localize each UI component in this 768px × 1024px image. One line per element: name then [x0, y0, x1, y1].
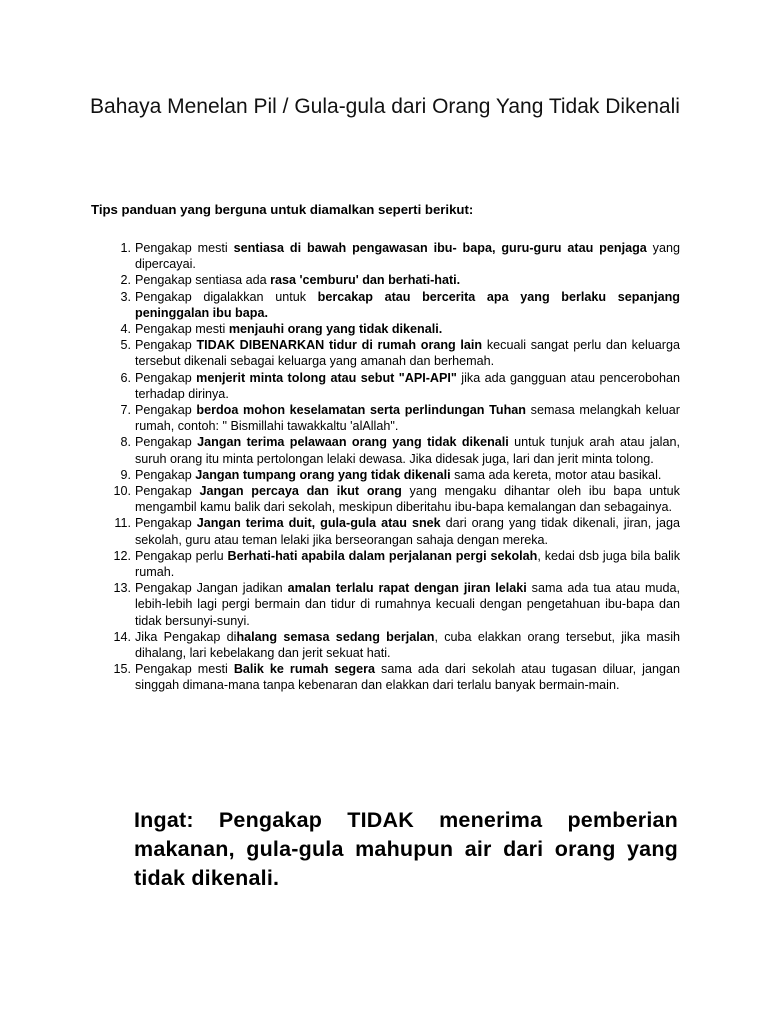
tip-number: 11.	[114, 516, 131, 531]
tip-text	[135, 548, 680, 580]
tip-item	[100, 321, 680, 337]
tip-text-run: Pengakap	[135, 338, 197, 353]
tip-number: 5.	[120, 338, 131, 353]
tip-number: 4.	[120, 322, 131, 337]
tip-text-run: jika ada gangguan atau pencerobohan terhadap dirinya.	[135, 370, 680, 401]
tip-emphasis: Jangan percaya dan ikut orang	[199, 484, 402, 499]
tip-emphasis: berdoa mohon keselamatan serta perlindungan Tuhan	[196, 403, 526, 418]
tip-text-run: Pengakap sentiasa ada	[135, 273, 271, 288]
tip-number: 1.	[120, 241, 131, 255]
tip-text	[135, 629, 680, 661]
tip-emphasis: bercakap atau bercerita apa yang berlaku sepanjang peninggalan ibu bapa.	[135, 289, 680, 320]
tip-text-run: Pengakap digalakkan untuk	[135, 289, 318, 304]
tip-number: 15.	[113, 662, 131, 677]
tip-number: 3.	[120, 289, 131, 304]
tip-text-run: Pengakap perlu	[135, 548, 228, 563]
tip-text	[135, 467, 680, 483]
tip-item	[100, 272, 680, 288]
tip-text-run: yang dipercayai.	[135, 241, 680, 272]
tip-text-run: , cuba elakkan orang tersebut, jika masih dihalang, lari kebelakang dan jerit sekuat hati.	[135, 629, 681, 661]
tip-item	[100, 548, 680, 580]
tip-emphasis: Jangan terima duit, gula-gula atau snek	[196, 516, 441, 531]
tip-item	[100, 370, 680, 402]
tip-item	[100, 661, 680, 693]
tip-text-run: Pengakap	[135, 435, 198, 450]
tip-text-run: Pengakap	[135, 403, 197, 418]
tip-number: 10.	[113, 484, 131, 499]
tip-text-run: sama ada dari sekolah atau tugasan diluar, jangan singgah dimana-mana tanpa kebenaran dan elakkan dari terlalu banyak bermain-main.	[135, 662, 680, 693]
tip-number: 12.	[113, 548, 131, 563]
tip-number: 13.	[113, 581, 131, 596]
tip-text	[135, 483, 680, 515]
tip-text-run: semasa melangkah keluar rumah, contoh: " Bismillahi tawakkaltu 'alAllah".	[135, 403, 680, 434]
tip-text-run: Pengakap Jangan jadikan	[135, 581, 288, 596]
tip-item	[100, 515, 680, 547]
tip-number: 2.	[120, 273, 131, 288]
tip-text-run: Jika Pengakap di	[135, 629, 237, 644]
tip-text-run: sama ada tua atau muda, lebih-lebih lagi pergi bermain dan tidur di rumahnya kecuali dengan pengetahuan ibu-bapa dan tidak bersunyi-sunyi.	[135, 581, 680, 628]
tip-emphasis: Balik ke rumah segera	[233, 662, 376, 677]
tip-text	[135, 321, 680, 337]
tip-text-run: Pengakap mesti	[135, 662, 234, 677]
tip-text-run: Pengakap	[135, 370, 197, 385]
tip-text-run: sama ada kereta, motor atau basikal.	[450, 467, 662, 482]
tip-emphasis: amalan terlalu rapat dengan jiran lelaki	[287, 581, 527, 596]
tip-emphasis: Jangan terima pelawaan orang yang tidak dikenali	[197, 435, 509, 450]
tip-text	[135, 402, 680, 434]
reminder-text: Ingat: Pengakap TIDAK menerima pemberian makanan, gula-gula mahupun air dari orang yang tidak dikenali.	[134, 808, 678, 890]
tip-text-run: Pengakap mesti	[135, 241, 234, 255]
intro-text: Tips panduan yang berguna untuk diamalkan seperti berikut:	[91, 202, 474, 217]
tip-text-run: Pengakap mesti	[135, 322, 229, 337]
tip-text-run: Pengakap	[135, 484, 200, 499]
tip-text	[135, 580, 680, 629]
tip-emphasis: Berhati-hati apabila dalam perjalanan pergi sekolah	[227, 548, 538, 563]
tip-item	[100, 240, 680, 272]
tip-item	[100, 434, 680, 466]
tips-list	[100, 240, 680, 694]
tip-emphasis: TIDAK DIBENARKAN tidur di rumah orang lain	[196, 338, 483, 353]
tip-text-run: untuk tunjuk arah atau jalan, suruh orang itu minta pertolongan lelaki dewasa. Jika didesak juga, lari dan jerit minta tolong.	[135, 435, 680, 466]
tip-emphasis: Jangan tumpang orang yang tidak dikenali	[195, 467, 451, 482]
tip-item	[100, 467, 680, 483]
tip-text-run: Pengakap	[135, 516, 197, 531]
tip-text	[135, 434, 680, 466]
tip-emphasis: rasa 'cemburu' dan berhati-hati.	[270, 273, 461, 288]
tip-text	[135, 272, 680, 288]
tip-item	[100, 629, 680, 661]
tip-text	[135, 370, 680, 402]
tip-text-run: dari orang yang tidak dikenali, jiran, jaga sekolah, guru atau teman lelaki jika berseorangan sahaja dengan mereka.	[135, 516, 680, 547]
tip-text	[135, 337, 680, 369]
tip-item	[100, 289, 680, 321]
tip-emphasis: sentiasa di bawah pengawasan ibu- bapa, guru-guru atau penjaga	[233, 241, 647, 255]
tip-number: 9.	[120, 467, 131, 482]
tip-item	[100, 580, 680, 629]
tip-emphasis: menjauhi orang yang tidak dikenali.	[228, 322, 443, 337]
tip-number: 14.	[113, 629, 131, 644]
tip-text-run: Pengakap	[135, 467, 196, 482]
tip-text-run: kecuali sangat perlu dan keluarga tersebut dikenali sebagai keluarga yang amanah dan berhemah.	[135, 338, 680, 369]
tip-text	[135, 661, 680, 693]
tip-item	[100, 402, 680, 434]
tip-number: 8.	[120, 435, 131, 450]
tip-text	[135, 515, 680, 547]
tip-emphasis: menjerit minta tolong atau sebut "API-API"	[196, 370, 457, 385]
tip-text	[135, 289, 680, 321]
tip-number: 7.	[120, 403, 131, 418]
tip-emphasis: halang semasa sedang berjalan	[236, 629, 435, 644]
tip-text-run: yang mengaku dihantar oleh ibu bapa untuk mengambil kamu balik dari sekolah, meskipun diberitahu ibu-bapa kemalangan dan sebagainya.	[135, 484, 680, 515]
tip-item	[100, 483, 680, 515]
tip-text	[135, 240, 680, 272]
tip-number: 6.	[120, 370, 131, 385]
document-title: Bahaya Menelan Pil / Gula-gula dari Orang Yang Tidak Dikenali	[90, 95, 680, 118]
tip-text-run: , kedai dsb juga bila balik rumah.	[135, 548, 680, 580]
tip-item	[100, 337, 680, 369]
